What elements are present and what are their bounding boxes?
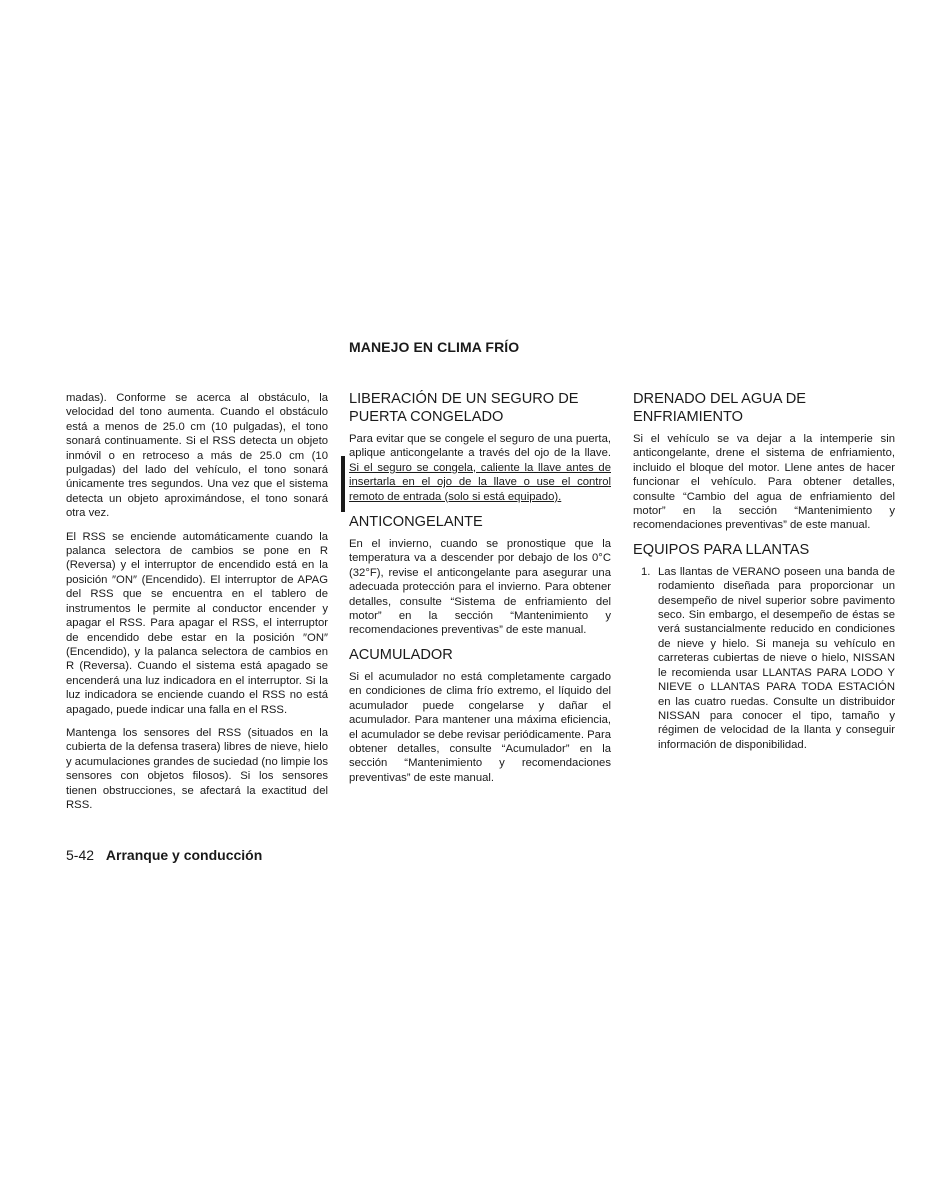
list-item-text: Las llantas de VERANO poseen una banda de rodamiento diseñada para proporcionar un desempeño de nivel superior sobre pavimento seco. Sin embargo, el desempeño de éstas se verá sustancialmente reducido en condiciones de nieve y hielo. Si maneja su vehículo en carreteras cubiertas de nieve o hielo, NISSAN le recomienda usar LLANTAS PARA LODO Y NIEVE o LLANTAS PARA TODA ESTACIÓN en las cuatro ruedas. Consulte un distribuidor NISSAN para conocer el tipo, tamaño y régimen de velocidad de la llanta y conseguir información de disponibilidad. xyxy=(658,565,895,751)
text-underlined: Si el seguro se congela, caliente la llave antes de insertarla en el ojo de la llave o use el control remoto de entrada (solo si está equipado). xyxy=(349,461,611,503)
heading-drenado: DRENADO DEL AGUA DE ENFRIAMIENTO xyxy=(633,391,807,425)
heading-liberacion: LIBERACIÓN DE UN SEGURO DE PUERTA CONGELADO xyxy=(349,391,579,425)
column-1 xyxy=(66,389,328,821)
heading-anticongelante: ANTICONGELANTE xyxy=(349,514,483,531)
paragraph: Si el vehículo se va dejar a la intemperie sin anticongelante, drene el sistema de enfriamiento, incluido el bloque del motor. Llene antes de hacer funcionar el vehículo. Para obtener detalles, consulte “Cambio del agua de enfriamiento del motor” en la sección “Mantenimiento y recomendaciones preventivas” de este manual. xyxy=(633,433,895,532)
text-normal: Para evitar que se congele el seguro de una puerta, aplique anticongelante a través del ojo de la llave. xyxy=(349,433,611,460)
paragraph: Mantenga los sensores del RSS (situados en la cubierta de la defensa trasera) libres de nieve, hielo y acumulaciones grandes de suciedad (no limpie los sensores con objetos filosos). Si los sensores tienen obstrucciones, se afectará la exactitud del RSS. xyxy=(66,726,328,811)
paragraph xyxy=(349,432,611,504)
numbered-list xyxy=(633,565,895,752)
revision-bar xyxy=(341,456,345,512)
page-footer xyxy=(66,847,262,863)
section-title: MANEJO EN CLIMA FRÍO xyxy=(349,339,520,355)
list-item xyxy=(633,565,895,752)
column-2 xyxy=(349,389,611,793)
heading-acumulador: ACUMULADOR xyxy=(349,646,453,663)
paragraph: En el invierno, cuando se pronostique que la temperatura va a descender por debajo de los 0°C (32°F), revise el anticongelante para asegurar una adecuada protección para el invierno. Para obtener detalles, consulte “Sistema de enfriamiento del motor” en la sección “Mantenimiento y recomendaciones preventivas” de este manual. xyxy=(349,538,611,637)
paragraph: El RSS se enciende automáticamente cuando la palanca selectora de cambios se pone en R (Reversa) y el interruptor de encendido está en la posición ″ON″ (Encendido). El interruptor de APAG del RSS que se encuentra en el tablero de instrumentos le permite al conductor encender y apagar el RSS. Para apagar el RSS, el interruptor de encendido debe estar en la posición ″ON″ (Encendido), y la palanca selectora de cambios en R (Reversa). Cuando el sistema está apagado se encenderá una luz indicadora en el interruptor. Si la luz indicadora se enciende cuando el RSS no está apagado, puede indicar una falla en el RSS. xyxy=(66,530,328,716)
paragraph-liberacion xyxy=(349,432,611,504)
page-number: 5-42 xyxy=(66,847,95,863)
column-3 xyxy=(633,389,895,752)
footer-section-name: Arranque y conducción xyxy=(105,847,263,863)
heading-equipos: EQUIPOS PARA LLANTAS xyxy=(633,541,810,558)
paragraph: madas). Conforme se acerca al obstáculo, la velocidad del tono aumenta. Cuando el obstáculo está a menos de 25.0 cm (10 pulgadas), el tono sonará continuamente. Si el RSS detecta un objeto inmóvil o en retroceso a más de 25.0 cm (10 pulgadas) del lado del vehículo, el tono sonará únicamente tres segundos. Una vez que el sistema detecta un objeto aproximándose, el tono sonará otra vez. xyxy=(66,392,328,520)
paragraph: Si el acumulador no está completamente cargado en condiciones de clima frío extremo, el líquido del acumulador puede congelarse y dañar el acumulador. Para mantener una máxima eficiencia, el acumulador se debe revisar periódicamente. Para obtener detalles, consulte “Acumulador” en la sección “Mantenimiento y recomendaciones preventivas” de este manual. xyxy=(349,670,611,784)
list-number: 1. xyxy=(641,565,651,578)
